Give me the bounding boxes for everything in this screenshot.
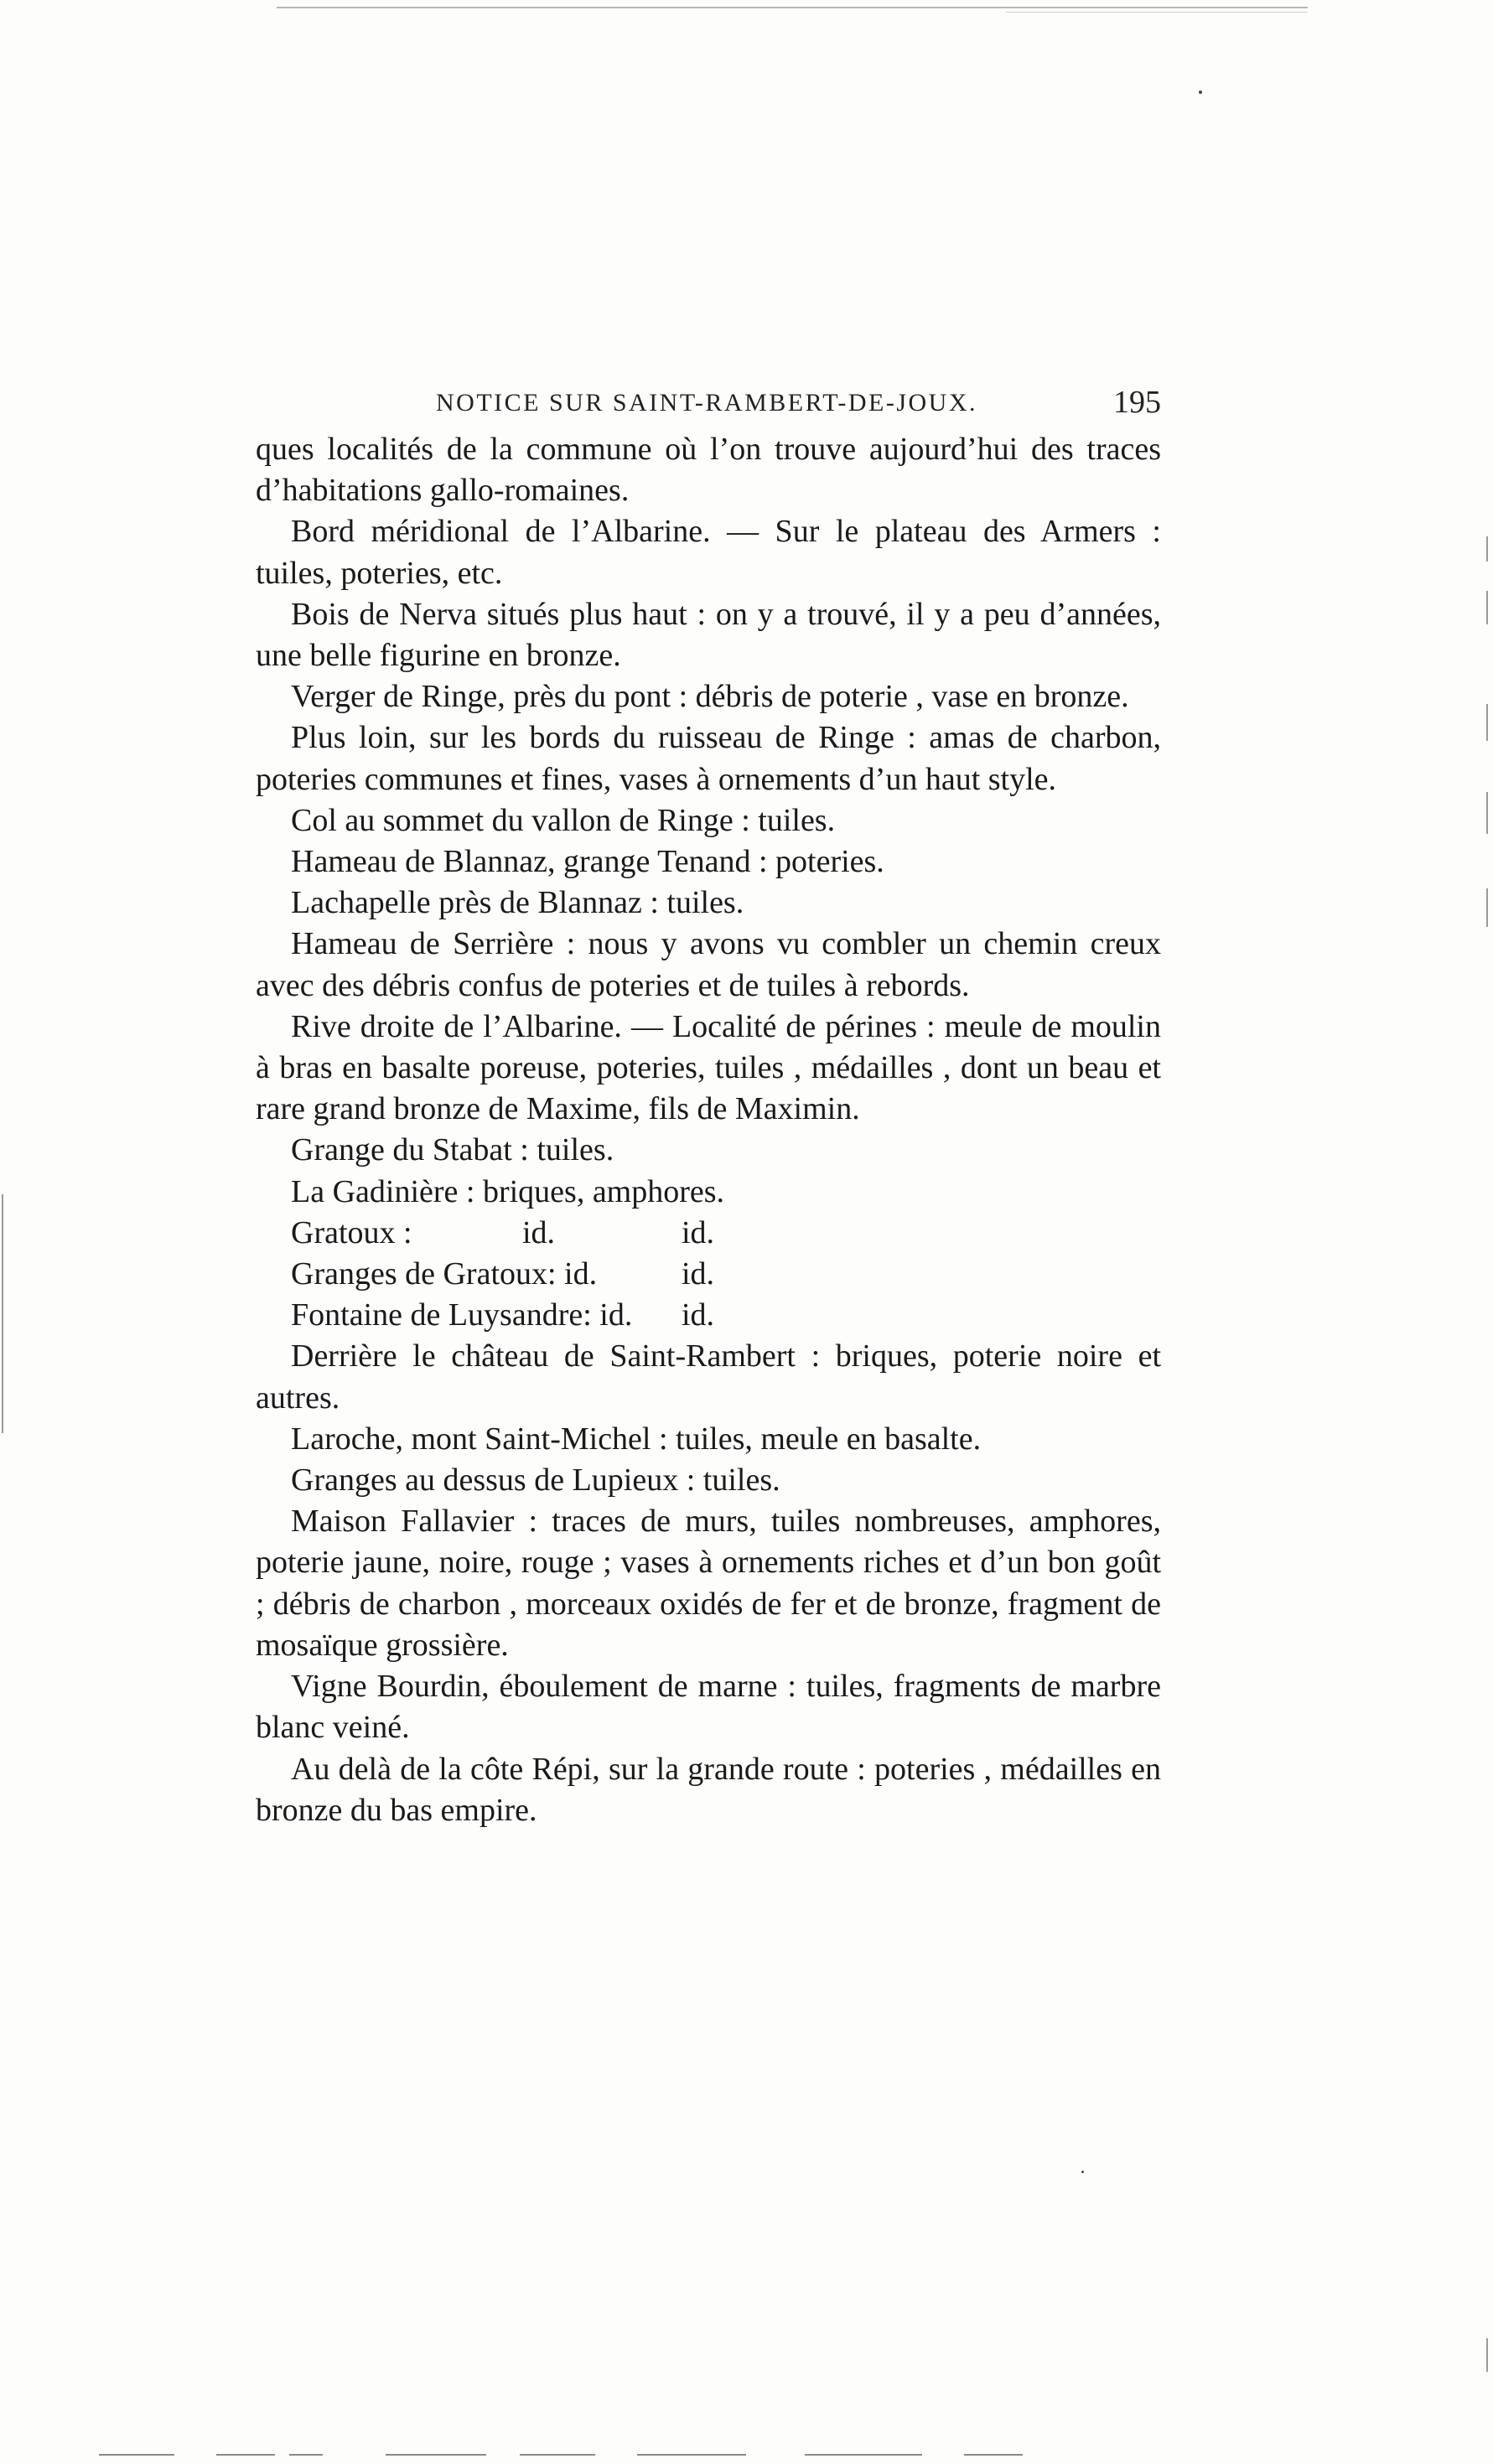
scan-speck [1199,91,1202,94]
paragraph: Plus loin, sur les bords du ruisseau de Ringe : amas de charbon, poteries communes et fines, vases à ornements d’un haut style. [256,720,1161,797]
scan-edge-rule [277,7,1308,8]
paragraph: Bois de Nerva situés plus haut : on y a trouvé, il y a peu d’années, une belle figurine en bronze. [256,596,1161,674]
paragraph: Lachapelle près de Blannaz : tuiles. [291,885,744,921]
paragraph: Hameau de Serrière : nous y avons vu combler un chemin creux avec des débris confus de poteries et de tuiles à rebords. [256,926,1161,1003]
tabular-ditto: id. [682,1297,715,1333]
tabular-row [256,1254,1161,1295]
paragraph: Granges au dessus de Lupieux : tuiles. [291,1462,780,1499]
paragraph: Vigne Bourdin, éboulement de marne : tuiles, fragments de marbre blanc veiné. [256,1669,1161,1746]
scan-bottom-dash [520,2454,595,2456]
scan-bottom-dash [805,2454,922,2456]
paragraph: Laroche, mont Saint-Michel : tuiles, meule en basalte. [291,1421,982,1457]
page-header [256,384,1161,427]
paragraph: La Gadinière : briques, amphores. [291,1173,725,1209]
paragraph: Derrière le château de Saint-Rambert : briques, poterie noire et autres. [256,1338,1161,1416]
scan-bottom-dash [289,2454,323,2456]
tabular-ditto: id. [682,1256,715,1292]
paragraph: Col au sommet du vallon de Ringe : tuiles. [291,802,836,838]
tabular-row [256,1213,1161,1254]
tabular-ditto: id. [522,1214,556,1250]
paragraph: ques localités de la commune où l’on trouve aujourd’hui des traces d’habitations gallo-romaines. [256,432,1161,509]
scan-edge-mark [1486,536,1488,562]
scan-edge-rule [1006,12,1308,13]
tabular-place: Fontaine de Luysandre: id. [291,1297,633,1333]
scan-edge-mark [1486,792,1488,834]
tabular-ditto [673,1295,682,1336]
paragraph: Bord méridional de l’Albarine. — Sur le plateau des Armers : tuiles, poteries, etc. [256,514,1161,591]
scan-bottom-dash [216,2454,275,2456]
scan-edge-mark [2,1194,3,1433]
paragraph: Verger de Ringe, près du pont : débris de poterie , vase en bronze. [291,679,1129,715]
paragraph: Grange du Stabat : tuiles. [291,1132,614,1168]
scan-edge-mark [1486,888,1488,927]
tabular-ditto [673,1254,682,1295]
running-title: NOTICE SUR SAINT-RAMBERT-DE-JOUX. [436,389,978,417]
tabular-row [256,1295,1161,1336]
scan-bottom-dash [637,2454,746,2456]
paragraph: Rive droite de l’Albarine. — Localité de pérines : meule de moulin à bras en basalte poreuse, poteries, tuiles , médailles , dont un beau et rare grand bronze de Maxime, fils de Maximin. [256,1008,1161,1127]
tabular-place: Granges de Gratoux: id. [291,1256,598,1292]
scan-edge-mark [1486,704,1488,741]
scan-edge-mark [1486,2338,1488,2372]
page-number: 195 [1113,385,1161,420]
scan-bottom-dash [99,2454,174,2456]
tabular-ditto: id. [682,1214,715,1250]
scan-edge-mark [1486,591,1488,624]
tabular-place: Gratoux : [291,1214,412,1250]
scan-bottom-dash [964,2454,1023,2456]
scan-bottom-dash [386,2454,486,2456]
scan-speck [1081,2171,1084,2173]
body-text [256,429,1161,1831]
paragraph: Maison Fallavier : traces de murs, tuiles nombreuses, amphores, poterie jaune, noire, rouge ; vases à ornements riches et d’un bon goût ; débris de charbon , morceaux oxidés de fer et de bronze, fragment de mosaïque grossière. [256,1504,1161,1663]
paragraph: Hameau de Blannaz, grange Tenand : poteries. [291,844,884,880]
paragraph: Au delà de la côte Répi, sur la grande route : poteries , médailles en bronze du bas empire. [256,1751,1161,1828]
